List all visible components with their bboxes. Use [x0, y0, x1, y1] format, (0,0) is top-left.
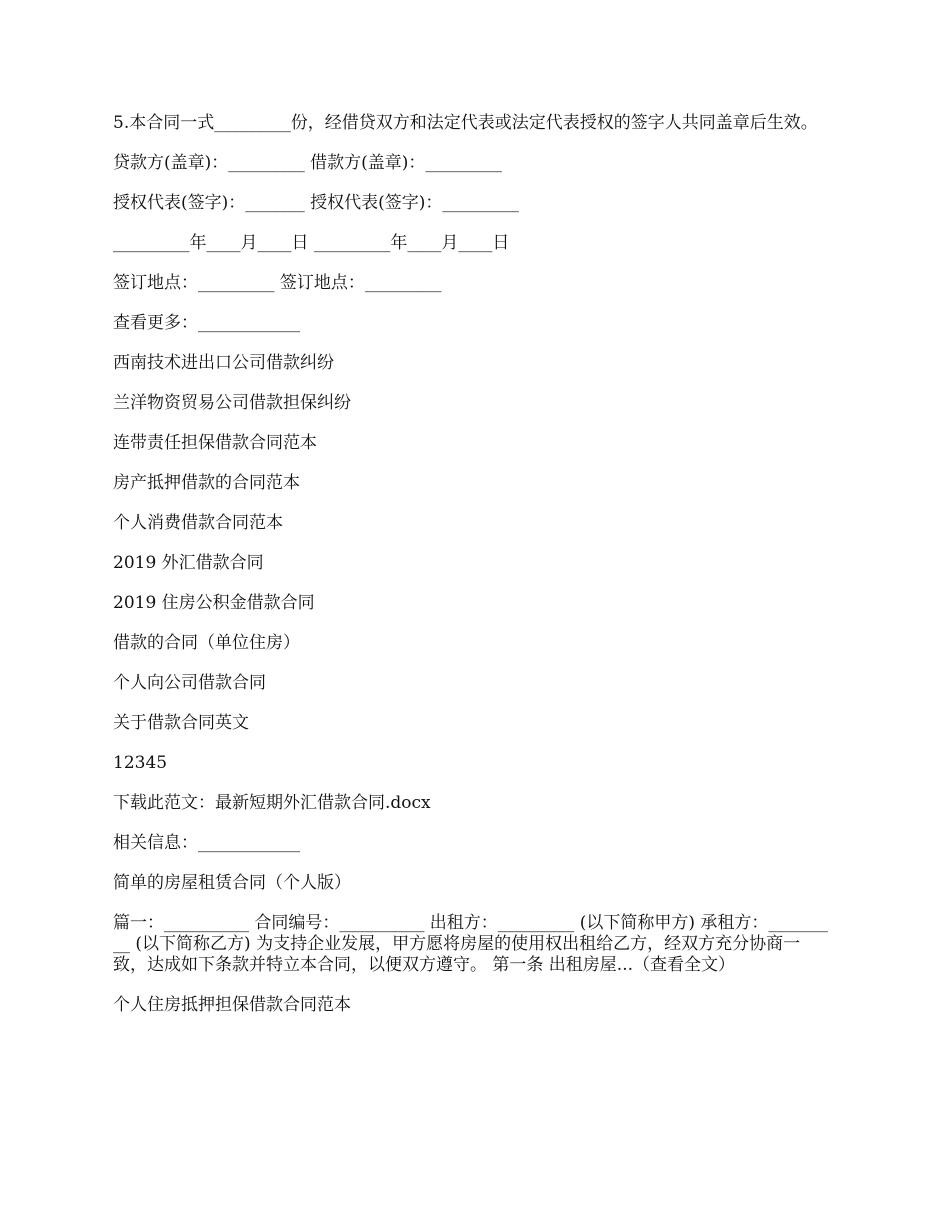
related-article-excerpt: 篇一：__________ 合同编号：__________ 出租方：_________ (以下简称甲方) 承租方：_________ (以下简称乙方) 为支持企业发展，甲方愿将房屋的使用权出租给乙方，经双方充分协商一致，达成如下条款并特立本合同，以便双方遵守。 第一条 出租房屋...（查看全文） — [113, 913, 828, 975]
signing-place-line: 签订地点：_________ 签订地点：_________ — [113, 273, 442, 293]
related-link[interactable]: 西南技术进出口公司借款纠纷 — [113, 353, 334, 373]
pagination[interactable]: 12345 — [113, 753, 168, 773]
see-more-label: 查看更多：____________ — [113, 313, 300, 333]
related-link[interactable]: 房产抵押借款的合同范本 — [113, 473, 300, 493]
signature-representative-line: 授权代表(签字)：_______ 授权代表(签字)：_________ — [113, 193, 519, 213]
related-link[interactable]: 个人向公司借款合同 — [113, 673, 266, 693]
signature-date-line: _________年____月____日 _________年____月____日 — [113, 233, 510, 253]
related-link[interactable]: 兰洋物资贸易公司借款担保纠纷 — [113, 393, 351, 413]
related-link[interactable]: 关于借款合同英文 — [113, 713, 249, 733]
related-link[interactable]: 借款的合同（单位住房） — [113, 633, 300, 653]
document-body — [113, 113, 833, 1035]
download-link[interactable]: 下载此范文：最新短期外汇借款合同.docx — [113, 793, 431, 813]
related-article-title[interactable]: 简单的房屋租赁合同（个人版） — [113, 873, 351, 893]
related-link[interactable]: 2019 外汇借款合同 — [113, 553, 264, 573]
related-link[interactable]: 2019 住房公积金借款合同 — [113, 593, 315, 613]
related-info-label: 相关信息：____________ — [113, 833, 300, 853]
signature-seal-line: 贷款方(盖章)：_________ 借款方(盖章)：_________ — [113, 153, 502, 173]
clause-copies: 5.本合同一式_________份，经借贷双方和法定代表或法定代表授权的签字人共同盖章后生效。 — [113, 113, 818, 133]
related-article-title[interactable]: 个人住房抵押担保借款合同范本 — [113, 995, 351, 1015]
related-link[interactable]: 个人消费借款合同范本 — [113, 513, 283, 533]
related-link[interactable]: 连带责任担保借款合同范本 — [113, 433, 317, 453]
